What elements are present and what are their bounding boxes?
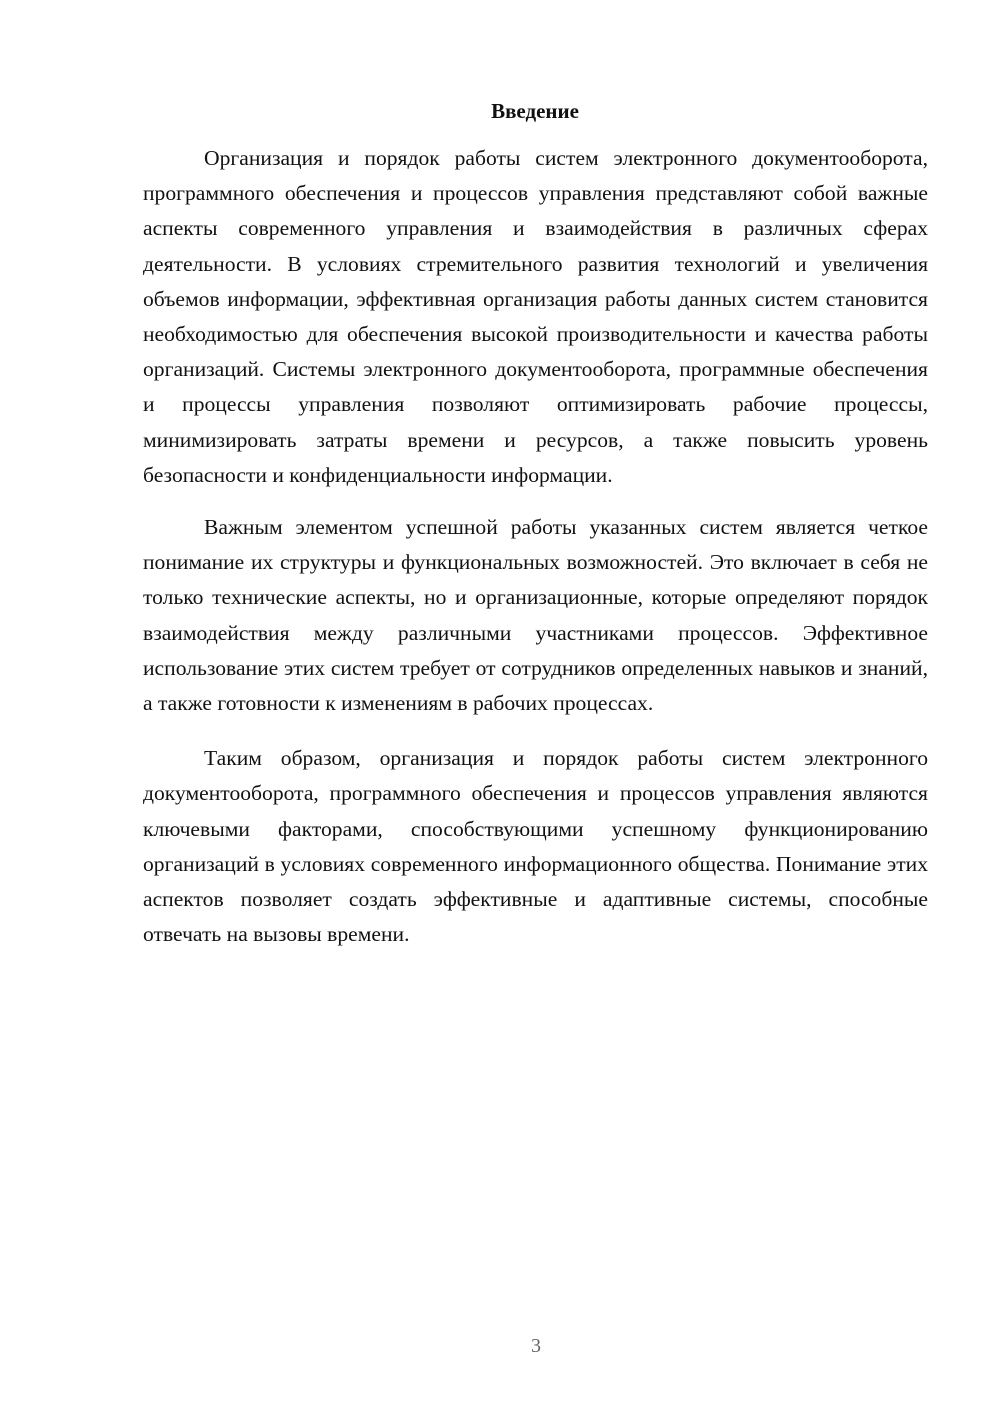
paragraph-2: Важным элементом успешной работы указанных систем является четкое понимание их структуры и функциональных возможностей. Это включает в себя не только технические аспекты, но и организационные, которые определяют порядок взаимодействия между различными участниками процессов. Эффективное использование этих систем требует от сотрудников определенных навыков и знаний, а также готовности к изменениям в рабочих процессах.: [143, 515, 928, 716]
section-heading: Введение: [491, 99, 579, 123]
page-number: 3: [531, 1335, 541, 1357]
paragraph-3: Таким образом, организация и порядок работы систем электронного документооборота, программного обеспечения и процессов управления являются ключевыми факторами, способствующими успешному функционированию организаций в условиях современного информационного общества. Понимание этих аспектов позволяет создать эффективные и адаптивные системы, способные отвечать на вызовы времени.: [143, 746, 928, 947]
body-text: [143, 141, 928, 952]
paragraph-1: Организация и порядок работы систем электронного документооборота, программного обеспечения и процессов управления представляют собой важные аспекты современного управления и взаимодействия в различных сферах деятельности. В условиях стремительного развития технологий и увеличения объемов информации, эффективная организация работы данных систем становится необходимостью для обеспечения высокой производительности и качества работы организаций. Системы электронного документооборота, программные обеспечения и процессы управления позволяют оптимизировать рабочие процессы, минимизировать затраты времени и ресурсов, а также повысить уровень безопасности и конфиденциальности информации.: [143, 146, 928, 487]
